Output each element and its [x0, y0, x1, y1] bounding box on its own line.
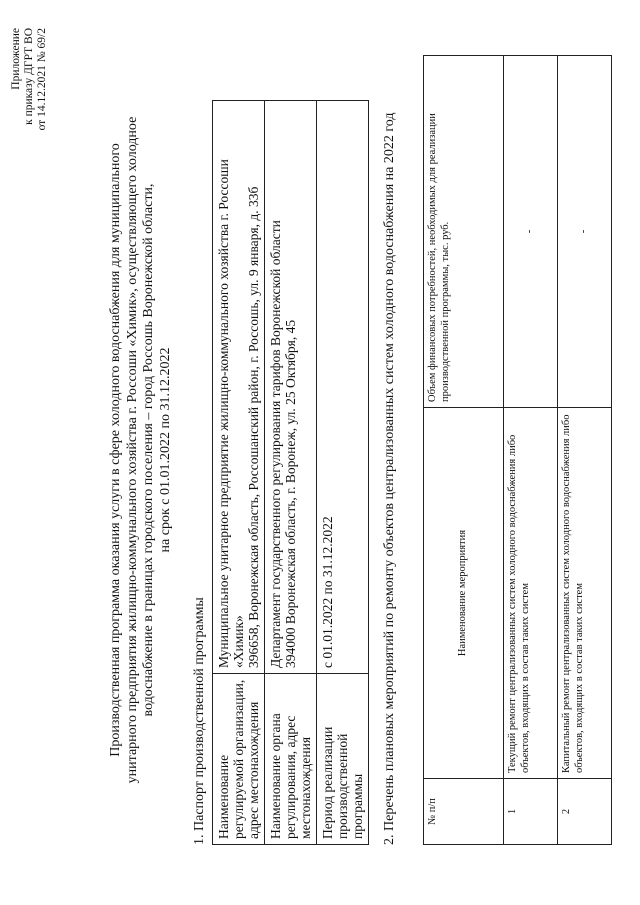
passport-value-line: 396658, Воронежская область, Россошанский район, г. Россошь, ул. 9 января, д. 33б	[246, 186, 261, 668]
title-line: Производственная программа оказания услуги в сфере холодного водоснабжения для муниципального	[108, 143, 123, 757]
passport-value	[213, 101, 265, 674]
column-header-num: № п/п	[424, 779, 504, 845]
section-2-heading: 2. Перечень плановых мероприятий по ремонту объектов централизованных систем холодного водоснабжения на 2022 год	[382, 112, 397, 845]
passport-value-line: Муниципальное унитарное предприятие жилищно-коммунального хозяйства г. Россоши «Химик»	[216, 159, 246, 668]
passport-table	[212, 100, 369, 845]
appendix-line: от 14.12.2021 № 69/2	[36, 28, 48, 131]
passport-label: Наименование органа регулирования, адрес местонахождения	[265, 674, 317, 845]
row-name: Капитальный ремонт централизованных систем холодного водоснабжения либо объектов, входящих в состав таких систем	[558, 408, 612, 779]
passport-label: Период реализации производственной программы	[317, 674, 369, 845]
passport-label: Наименование регулируемой организации, адрес местонахождения	[213, 674, 265, 845]
column-header-cost: Объем финансовых потребностей, необходимых для реализации производственной программы, тыс. руб.	[424, 56, 504, 408]
table-row	[558, 56, 612, 845]
passport-value	[265, 101, 317, 674]
table-row	[317, 101, 369, 845]
passport-value-line: Департамент государственного регулирования тарифов Воронежской области	[268, 220, 283, 668]
title-line: на срок с 01.01.2022 по 31.12.2022	[157, 347, 173, 553]
table-row	[265, 101, 317, 845]
row-cost: -	[558, 56, 612, 408]
table-row	[213, 101, 265, 845]
row-cost: -	[504, 56, 558, 408]
passport-value	[317, 101, 369, 674]
table-header-row	[424, 56, 504, 845]
column-header-name: Наименование мероприятия	[424, 408, 504, 779]
events-table	[423, 55, 612, 845]
appendix-header	[10, 28, 49, 130]
row-num: 1	[504, 779, 558, 845]
passport-value-line: 394000 Воронежская область, г. Воронеж, ул. 25 Октября, 45	[283, 319, 298, 668]
title-line: унитарного предприятия жилищно-коммунального хозяйства г. Россоши «Химик», осуществляющего холодное	[124, 116, 140, 784]
row-name: Текущий ремонт централизованных систем холодного водоснабжения либо объектов, входящих в состав таких систем	[504, 408, 558, 779]
appendix-line: Приложение	[10, 28, 22, 90]
row-num: 2	[558, 779, 612, 845]
passport-value-line: с 01.01.2022 по 31.12.2022	[320, 516, 335, 668]
appendix-line: к приказу ДГРТ ВО	[23, 28, 35, 125]
document-title	[108, 55, 174, 845]
section-1-heading: 1. Паспорт производственной программы	[192, 597, 207, 845]
table-row	[504, 56, 558, 845]
title-line: водоснабжение в границах городского поселения – город Россошь Воронежской области,	[141, 183, 156, 717]
